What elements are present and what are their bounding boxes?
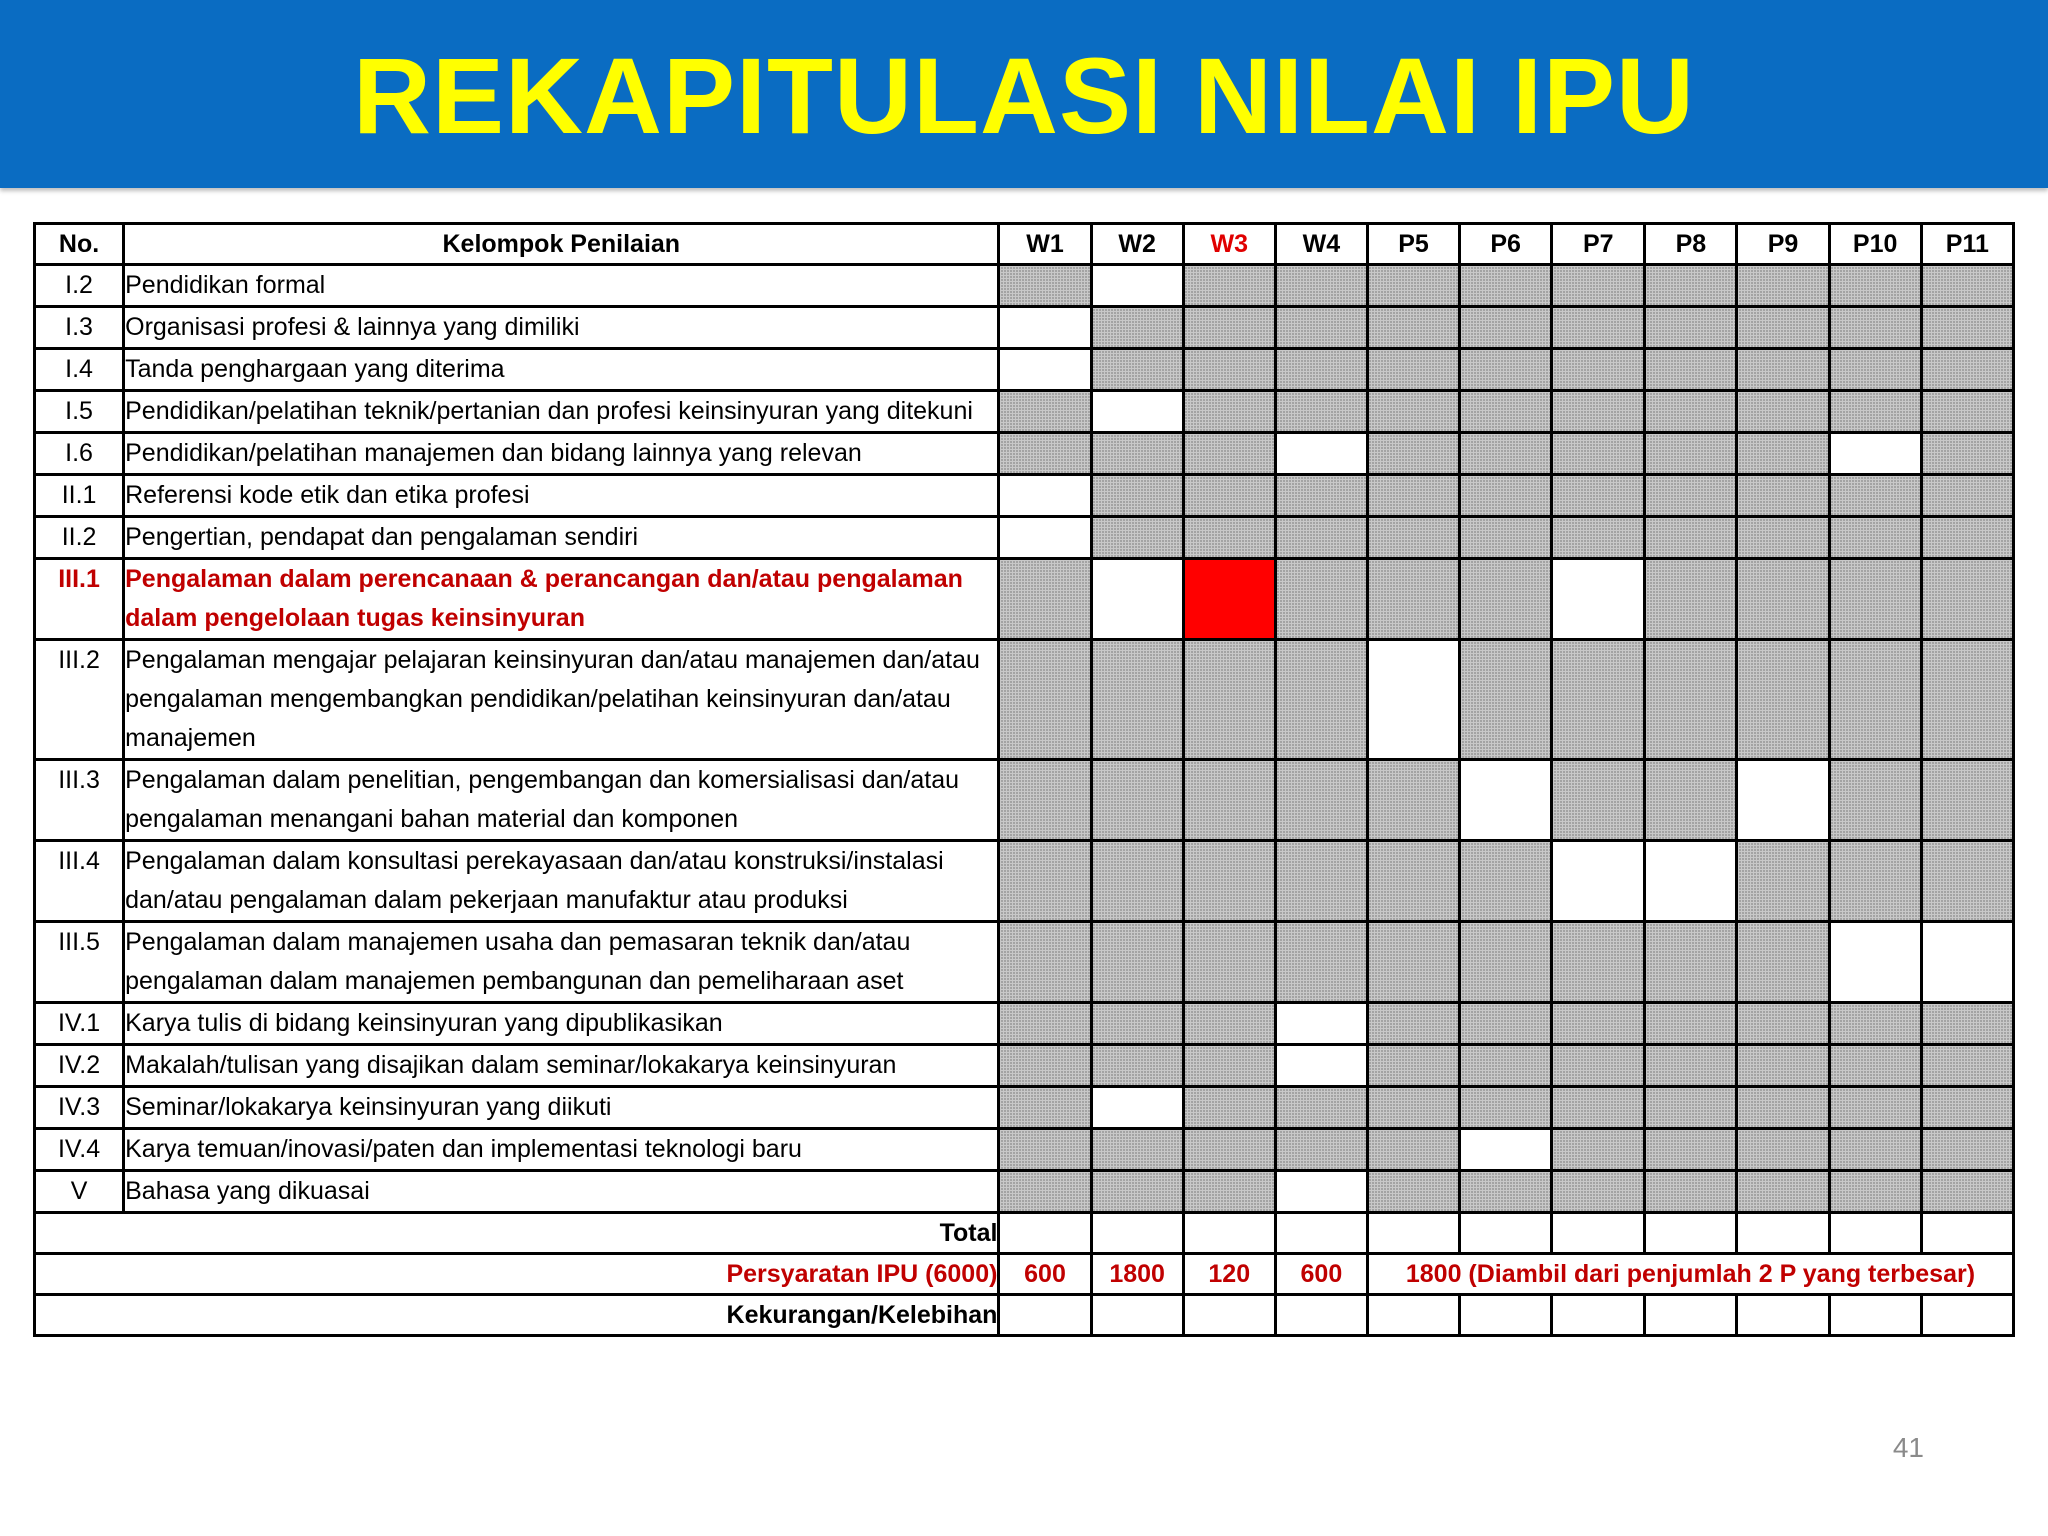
difference-cell <box>1921 1295 2013 1336</box>
difference-cell <box>1737 1295 1829 1336</box>
score-cell-p8 <box>1645 307 1737 349</box>
score-cell-p7 <box>1552 265 1645 307</box>
score-cell-p5 <box>1367 475 1459 517</box>
total-cell <box>1552 1213 1645 1254</box>
score-cell-p11 <box>1921 841 2013 922</box>
score-cell-w3 <box>1183 760 1275 841</box>
score-cell-p7 <box>1552 391 1645 433</box>
score-cell-w3 <box>1183 433 1275 475</box>
score-cell-w2 <box>1091 760 1183 841</box>
score-cell-p5 <box>1367 1087 1459 1129</box>
row-label: Pendidikan/pelatihan teknik/pertanian dan profesi keinsinyuran yang ditekuni <box>124 391 999 433</box>
header-p7: P7 <box>1552 224 1645 265</box>
req-w1: 600 <box>999 1254 1091 1295</box>
score-cell-p9 <box>1737 391 1829 433</box>
score-cell-w1 <box>999 1003 1091 1045</box>
row-label: Pendidikan formal <box>124 265 999 307</box>
table-row <box>35 922 2014 1003</box>
table-row <box>35 1045 2014 1087</box>
score-cell-p9 <box>1737 307 1829 349</box>
difference-cell <box>1829 1295 1921 1336</box>
score-cell-p5 <box>1367 433 1459 475</box>
score-cell-w2 <box>1091 1003 1183 1045</box>
score-cell-p8 <box>1645 433 1737 475</box>
score-cell-p6 <box>1460 265 1552 307</box>
score-cell-p10 <box>1829 475 1921 517</box>
table-row <box>35 640 2014 760</box>
score-cell-w2 <box>1091 1045 1183 1087</box>
score-cell-p7 <box>1552 517 1645 559</box>
score-cell-w2 <box>1091 1171 1183 1213</box>
score-cell-w3[interactable] <box>1183 559 1275 640</box>
score-cell-p9 <box>1737 517 1829 559</box>
score-cell-p5 <box>1367 517 1459 559</box>
row-label: Pengalaman dalam manajemen usaha dan pemasaran teknik dan/atau pengalaman dalam manajemen pembangunan dan pemeliharaan aset <box>124 922 999 1003</box>
score-cell-p6 <box>1460 349 1552 391</box>
page-title: REKAPITULASI NILAI IPU <box>352 35 1696 156</box>
score-cell-p5 <box>1367 349 1459 391</box>
total-cell <box>1367 1213 1459 1254</box>
score-cell-w2[interactable] <box>1091 559 1183 640</box>
row-label: Pengalaman dalam perencanaan & perancangan dan/atau pengalaman dalam pengelolaan tugas keinsinyuran <box>124 559 999 640</box>
total-cell <box>1921 1213 2013 1254</box>
score-cell-p8 <box>1645 475 1737 517</box>
score-cell-p8 <box>1645 640 1737 760</box>
row-label: Pengalaman dalam konsultasi perekayasaan dan/atau konstruksi/instalasi dan/atau pengalaman dalam pekerjaan manufaktur atau produksi <box>124 841 999 922</box>
score-cell-p5 <box>1367 307 1459 349</box>
score-cell-p10 <box>1829 640 1921 760</box>
table-row <box>35 349 2014 391</box>
header-w3: W3 <box>1183 224 1275 265</box>
row-number: II.2 <box>35 517 124 559</box>
score-cell-w4 <box>1275 760 1367 841</box>
score-cell-p9 <box>1737 1129 1829 1171</box>
score-cell-w4 <box>1275 559 1367 640</box>
score-cell-p7[interactable] <box>1552 841 1645 922</box>
score-cell-p11 <box>1921 1087 2013 1129</box>
header-no: No. <box>35 224 124 265</box>
score-cell-p10 <box>1829 391 1921 433</box>
score-cell-w4 <box>1275 475 1367 517</box>
score-cell-p6[interactable] <box>1460 760 1552 841</box>
table-row <box>35 475 2014 517</box>
difference-cell <box>1275 1295 1367 1336</box>
table-row <box>35 760 2014 841</box>
score-cell-p10 <box>1829 559 1921 640</box>
score-cell-p8 <box>1645 760 1737 841</box>
score-cell-p6 <box>1460 841 1552 922</box>
score-cell-p11[interactable] <box>1921 922 2013 1003</box>
requirement-label: Persyaratan IPU (6000) <box>35 1254 999 1295</box>
score-cell-p8 <box>1645 1003 1737 1045</box>
score-cell-w3 <box>1183 517 1275 559</box>
score-cell-p5 <box>1367 841 1459 922</box>
row-number: IV.2 <box>35 1045 124 1087</box>
score-cell-p8[interactable] <box>1645 841 1737 922</box>
page-number: 41 <box>1892 1432 1924 1463</box>
score-cell-w2 <box>1091 922 1183 1003</box>
score-cell-p8 <box>1645 1087 1737 1129</box>
score-cell-w2[interactable] <box>1091 1087 1183 1129</box>
difference-cell <box>1183 1295 1275 1336</box>
row-number: V <box>35 1171 124 1213</box>
score-cell-w1[interactable] <box>999 517 1091 559</box>
score-cell-w1 <box>999 265 1091 307</box>
score-cell-p11 <box>1921 391 2013 433</box>
score-cell-w1 <box>999 1087 1091 1129</box>
row-number: II.1 <box>35 475 124 517</box>
score-cell-p9 <box>1737 475 1829 517</box>
score-cell-p11 <box>1921 475 2013 517</box>
total-cell <box>999 1213 1091 1254</box>
score-cell-p8 <box>1645 391 1737 433</box>
score-cell-p6 <box>1460 559 1552 640</box>
score-cell-w4 <box>1275 1129 1367 1171</box>
header-p11: P11 <box>1921 224 2013 265</box>
score-cell-w2 <box>1091 475 1183 517</box>
score-cell-p11 <box>1921 1171 2013 1213</box>
score-cell-p5 <box>1367 391 1459 433</box>
score-cell-p6 <box>1460 307 1552 349</box>
score-cell-p10[interactable] <box>1829 922 1921 1003</box>
score-cell-w2 <box>1091 349 1183 391</box>
score-cell-p8 <box>1645 559 1737 640</box>
total-cell <box>1645 1213 1737 1254</box>
score-cell-p9 <box>1737 922 1829 1003</box>
score-cell-w3 <box>1183 1171 1275 1213</box>
score-cell-p7 <box>1552 307 1645 349</box>
table-row <box>35 307 2014 349</box>
score-cell-p5 <box>1367 922 1459 1003</box>
score-cell-w4 <box>1275 1087 1367 1129</box>
score-cell-p9 <box>1737 349 1829 391</box>
score-cell-p10 <box>1829 1171 1921 1213</box>
score-cell-p8 <box>1645 1171 1737 1213</box>
score-cell-p10 <box>1829 1129 1921 1171</box>
difference-cell <box>1091 1295 1183 1336</box>
score-cell-w1 <box>999 841 1091 922</box>
score-cell-p6 <box>1460 475 1552 517</box>
score-cell-p7 <box>1552 1171 1645 1213</box>
score-cell-p6 <box>1460 1003 1552 1045</box>
score-cell-p9 <box>1737 640 1829 760</box>
difference-row <box>35 1295 2014 1336</box>
score-cell-p5 <box>1367 1045 1459 1087</box>
score-cell-w1 <box>999 1171 1091 1213</box>
score-cell-w3 <box>1183 265 1275 307</box>
score-cell-w3 <box>1183 640 1275 760</box>
row-number: IV.4 <box>35 1129 124 1171</box>
score-cell-p11 <box>1921 349 2013 391</box>
score-cell-w2 <box>1091 640 1183 760</box>
score-cell-p7 <box>1552 1003 1645 1045</box>
table-row <box>35 559 2014 640</box>
score-cell-p10 <box>1829 349 1921 391</box>
score-cell-p7 <box>1552 1129 1645 1171</box>
score-cell-p6 <box>1460 640 1552 760</box>
score-cell-w1[interactable] <box>999 307 1091 349</box>
score-cell-w3 <box>1183 841 1275 922</box>
score-cell-w3 <box>1183 922 1275 1003</box>
score-cell-p10 <box>1829 841 1921 922</box>
score-cell-p11 <box>1921 1003 2013 1045</box>
row-number: III.4 <box>35 841 124 922</box>
score-cell-p11 <box>1921 1129 2013 1171</box>
score-cell-p11 <box>1921 307 2013 349</box>
score-cell-w3 <box>1183 1129 1275 1171</box>
header-p10: P10 <box>1829 224 1921 265</box>
score-cell-p5 <box>1367 1003 1459 1045</box>
total-cell <box>1829 1213 1921 1254</box>
row-label: Pengertian, pendapat dan pengalaman sendiri <box>124 517 999 559</box>
table-row <box>35 1087 2014 1129</box>
score-cell-p11 <box>1921 517 2013 559</box>
row-number: III.1 <box>35 559 124 640</box>
score-cell-p9 <box>1737 265 1829 307</box>
total-cell <box>1275 1213 1367 1254</box>
row-number: III.2 <box>35 640 124 760</box>
title-banner <box>0 0 2048 188</box>
header-kelompok: Kelompok Penilaian <box>124 224 999 265</box>
score-cell-w4[interactable] <box>1275 1045 1367 1087</box>
score-cell-w3 <box>1183 349 1275 391</box>
table-header-row <box>35 224 2014 265</box>
score-cell-p8 <box>1645 1045 1737 1087</box>
score-cell-p7 <box>1552 433 1645 475</box>
score-cell-w2 <box>1091 433 1183 475</box>
score-cell-p7 <box>1552 1087 1645 1129</box>
score-cell-p9 <box>1737 841 1829 922</box>
score-cell-w1[interactable] <box>999 349 1091 391</box>
table-row <box>35 1003 2014 1045</box>
difference-label: Kekurangan/Kelebihan <box>35 1295 999 1336</box>
difference-cell <box>999 1295 1091 1336</box>
row-label: Referensi kode etik dan etika profesi <box>124 475 999 517</box>
score-cell-w3 <box>1183 307 1275 349</box>
score-cell-p5 <box>1367 1129 1459 1171</box>
row-label: Pengalaman dalam penelitian, pengembangan dan komersialisasi dan/atau pengalaman menangani bahan material dan komponen <box>124 760 999 841</box>
score-cell-p7 <box>1552 922 1645 1003</box>
row-label: Bahasa yang dikuasai <box>124 1171 999 1213</box>
req-w3: 120 <box>1183 1254 1275 1295</box>
header-p8: P8 <box>1645 224 1737 265</box>
score-cell-w4 <box>1275 922 1367 1003</box>
score-cell-p7 <box>1552 640 1645 760</box>
score-cell-w4[interactable] <box>1275 1171 1367 1213</box>
req-p: 1800 (Diambil dari penjumlah 2 P yang terbesar) <box>1367 1254 2013 1295</box>
score-cell-p10 <box>1829 1045 1921 1087</box>
score-cell-p5 <box>1367 559 1459 640</box>
row-label: Karya tulis di bidang keinsinyuran yang dipublikasikan <box>124 1003 999 1045</box>
score-cell-w4 <box>1275 349 1367 391</box>
score-cell-w3 <box>1183 1045 1275 1087</box>
req-w2: 1800 <box>1091 1254 1183 1295</box>
score-cell-p10 <box>1829 1003 1921 1045</box>
score-cell-p8 <box>1645 922 1737 1003</box>
score-cell-w1[interactable] <box>999 475 1091 517</box>
row-number: I.2 <box>35 265 124 307</box>
score-cell-w3 <box>1183 1087 1275 1129</box>
score-cell-p8 <box>1645 1129 1737 1171</box>
header-p5: P5 <box>1367 224 1459 265</box>
row-label: Pengalaman mengajar pelajaran keinsinyuran dan/atau manajemen dan/atau pengalaman mengembangkan pendidikan/pelatihan keinsinyuran dan/atau manajemen <box>124 640 999 760</box>
row-label: Organisasi profesi & lainnya yang dimiliki <box>124 307 999 349</box>
score-cell-w3 <box>1183 475 1275 517</box>
score-cell-p10 <box>1829 760 1921 841</box>
score-cell-w4 <box>1275 265 1367 307</box>
row-number: I.4 <box>35 349 124 391</box>
table-row <box>35 841 2014 922</box>
header-p9: P9 <box>1737 224 1829 265</box>
score-cell-p11 <box>1921 760 2013 841</box>
header-w1: W1 <box>999 224 1091 265</box>
ipu-recap-table <box>33 222 2015 1337</box>
row-label: Seminar/lokakarya keinsinyuran yang diikuti <box>124 1087 999 1129</box>
score-cell-p6 <box>1460 391 1552 433</box>
score-cell-p6 <box>1460 1045 1552 1087</box>
score-cell-w4 <box>1275 640 1367 760</box>
table-row <box>35 517 2014 559</box>
score-cell-w2 <box>1091 307 1183 349</box>
score-cell-p11 <box>1921 640 2013 760</box>
total-cell <box>1737 1213 1829 1254</box>
row-number: IV.3 <box>35 1087 124 1129</box>
score-cell-p10[interactable] <box>1829 433 1921 475</box>
row-label: Pendidikan/pelatihan manajemen dan bidang lainnya yang relevan <box>124 433 999 475</box>
total-cell <box>1183 1213 1275 1254</box>
header-w2: W2 <box>1091 224 1183 265</box>
score-cell-w1 <box>999 1129 1091 1171</box>
score-cell-w3 <box>1183 391 1275 433</box>
score-cell-p9[interactable] <box>1737 760 1829 841</box>
score-cell-w4 <box>1275 307 1367 349</box>
score-cell-w2 <box>1091 1129 1183 1171</box>
score-cell-w1 <box>999 922 1091 1003</box>
score-cell-w3 <box>1183 1003 1275 1045</box>
score-cell-p8 <box>1645 517 1737 559</box>
score-cell-w4[interactable] <box>1275 433 1367 475</box>
score-cell-p6 <box>1460 922 1552 1003</box>
score-cell-p8 <box>1645 265 1737 307</box>
score-cell-w4 <box>1275 841 1367 922</box>
score-cell-p9 <box>1737 559 1829 640</box>
score-cell-w2[interactable] <box>1091 265 1183 307</box>
score-cell-p10 <box>1829 307 1921 349</box>
row-number: IV.1 <box>35 1003 124 1045</box>
score-cell-p7 <box>1552 349 1645 391</box>
score-cell-p5 <box>1367 760 1459 841</box>
score-cell-p6 <box>1460 1087 1552 1129</box>
table-row <box>35 265 2014 307</box>
score-cell-w2[interactable] <box>1091 391 1183 433</box>
score-cell-p6 <box>1460 517 1552 559</box>
score-cell-p11 <box>1921 433 2013 475</box>
score-cell-p10 <box>1829 517 1921 559</box>
score-cell-p11 <box>1921 559 2013 640</box>
score-cell-w4 <box>1275 391 1367 433</box>
score-cell-p5 <box>1367 1171 1459 1213</box>
table-row <box>35 1171 2014 1213</box>
difference-cell <box>1645 1295 1737 1336</box>
score-cell-p8 <box>1645 349 1737 391</box>
total-cell <box>1460 1213 1552 1254</box>
header-p6: P6 <box>1460 224 1552 265</box>
row-number: I.5 <box>35 391 124 433</box>
score-cell-p7 <box>1552 760 1645 841</box>
table-body <box>35 265 2014 1213</box>
table-row <box>35 1129 2014 1171</box>
table-row <box>35 391 2014 433</box>
difference-cell <box>1367 1295 1459 1336</box>
difference-cell <box>1552 1295 1645 1336</box>
score-cell-w1 <box>999 640 1091 760</box>
score-cell-p11 <box>1921 265 2013 307</box>
score-cell-w1 <box>999 433 1091 475</box>
score-cell-p7[interactable] <box>1552 559 1645 640</box>
score-cell-p10 <box>1829 1087 1921 1129</box>
score-cell-p10 <box>1829 265 1921 307</box>
table-summary <box>35 1213 2014 1336</box>
row-label: Karya temuan/inovasi/paten dan implementasi teknologi baru <box>124 1129 999 1171</box>
score-cell-p7 <box>1552 475 1645 517</box>
score-cell-w1 <box>999 391 1091 433</box>
req-w4: 600 <box>1275 1254 1367 1295</box>
score-cell-p5[interactable] <box>1367 640 1459 760</box>
score-cell-w2 <box>1091 517 1183 559</box>
score-cell-p9 <box>1737 1045 1829 1087</box>
score-cell-p6 <box>1460 1171 1552 1213</box>
score-cell-p6 <box>1460 433 1552 475</box>
difference-cell <box>1460 1295 1552 1336</box>
score-cell-p9 <box>1737 1087 1829 1129</box>
score-cell-p9 <box>1737 1171 1829 1213</box>
score-cell-w1 <box>999 559 1091 640</box>
total-label: Total <box>35 1213 999 1254</box>
row-number: III.3 <box>35 760 124 841</box>
header-w4: W4 <box>1275 224 1367 265</box>
score-cell-p9 <box>1737 1003 1829 1045</box>
total-cell <box>1091 1213 1183 1254</box>
total-row <box>35 1213 2014 1254</box>
table-row <box>35 433 2014 475</box>
row-number: I.3 <box>35 307 124 349</box>
score-cell-w4 <box>1275 517 1367 559</box>
row-label: Tanda penghargaan yang diterima <box>124 349 999 391</box>
row-label: Makalah/tulisan yang disajikan dalam seminar/lokakarya keinsinyuran <box>124 1045 999 1087</box>
score-cell-w1 <box>999 1045 1091 1087</box>
score-cell-w2 <box>1091 841 1183 922</box>
score-cell-p5 <box>1367 265 1459 307</box>
score-cell-w1 <box>999 760 1091 841</box>
row-number: III.5 <box>35 922 124 1003</box>
score-cell-w4[interactable] <box>1275 1003 1367 1045</box>
score-cell-p7 <box>1552 1045 1645 1087</box>
score-cell-p11 <box>1921 1045 2013 1087</box>
score-cell-p6[interactable] <box>1460 1129 1552 1171</box>
row-number: I.6 <box>35 433 124 475</box>
requirement-row <box>35 1254 2014 1295</box>
score-cell-p9 <box>1737 433 1829 475</box>
